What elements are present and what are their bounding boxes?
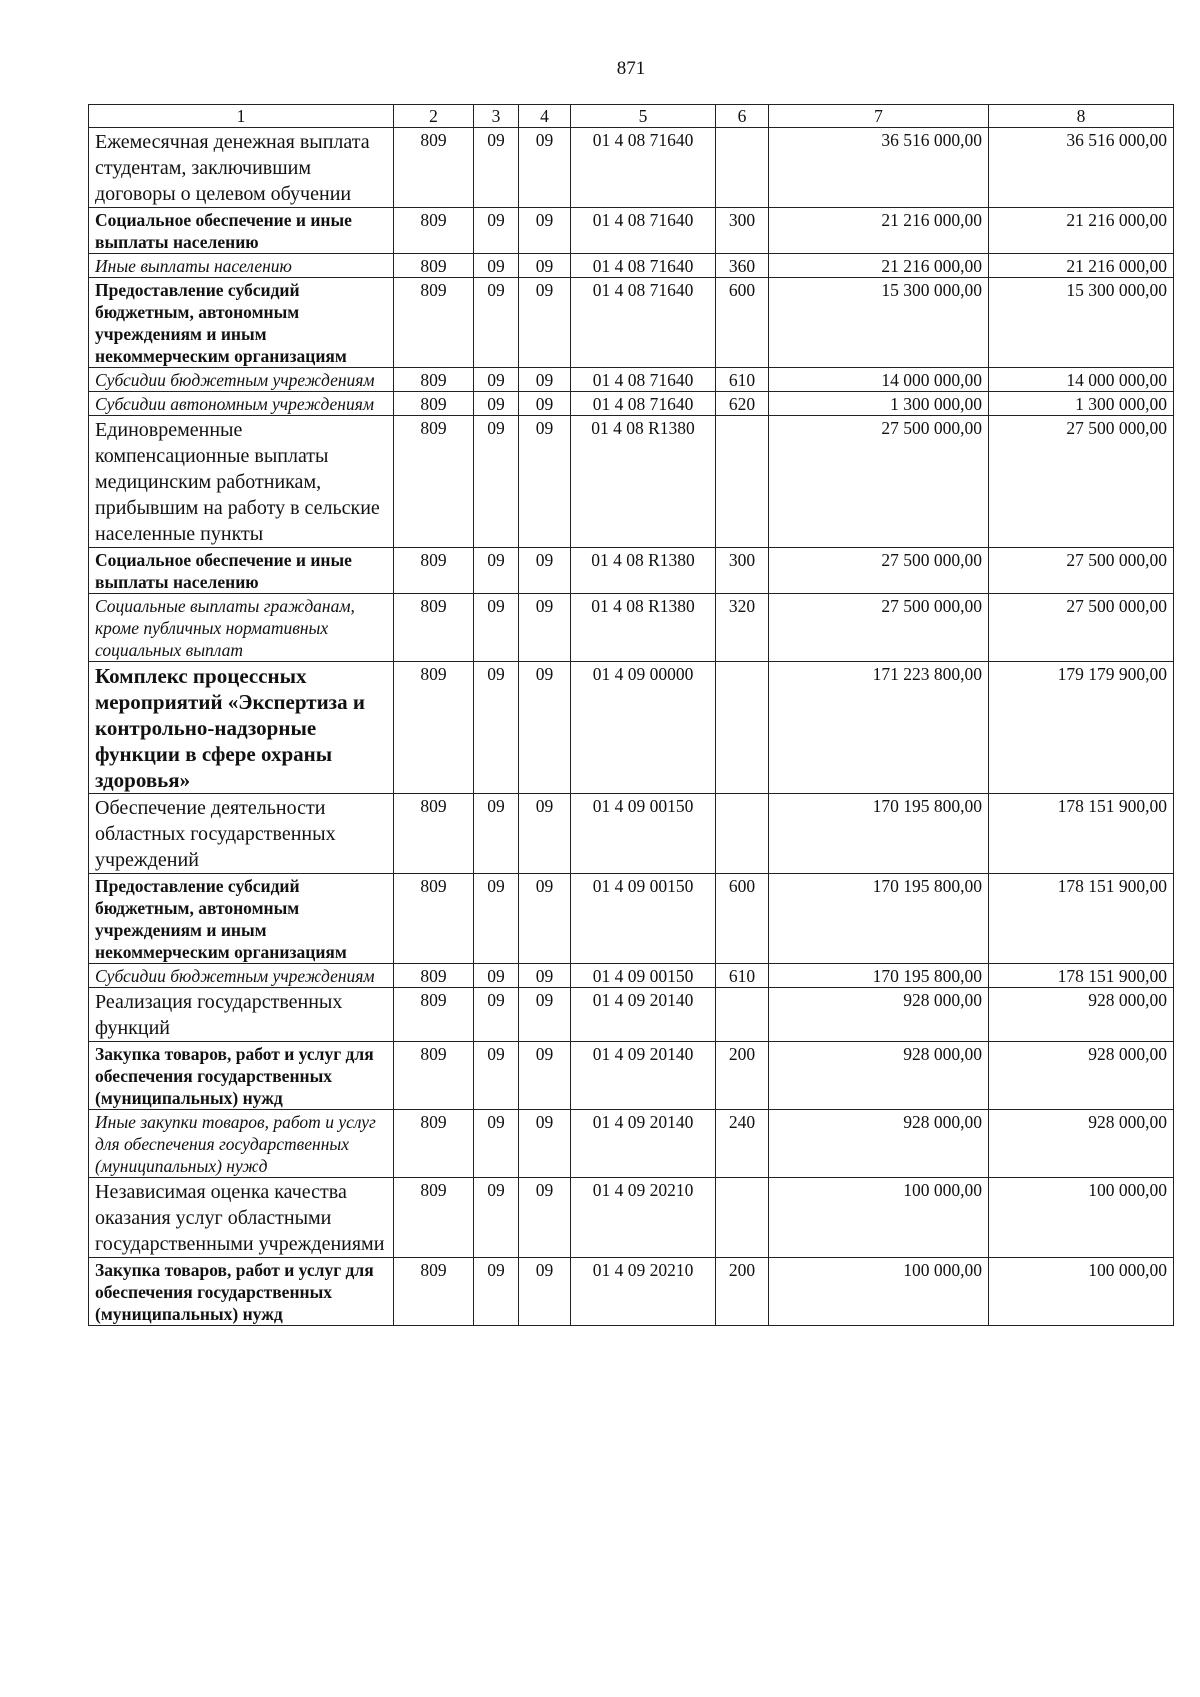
amount-year-1: 928 000,00 bbox=[769, 988, 989, 1042]
table-row bbox=[89, 278, 1174, 368]
amount-year-1: 100 000,00 bbox=[769, 1178, 989, 1258]
subsection-code: 09 bbox=[519, 548, 571, 594]
expense-type-code: 240 bbox=[716, 1110, 769, 1178]
table-header-row bbox=[89, 105, 1174, 128]
column-header: 7 bbox=[769, 105, 989, 128]
expense-name: Закупка товаров, работ и услуг для обеспечения государственных (муниципальных) нужд bbox=[89, 1258, 394, 1326]
ministry-code: 809 bbox=[394, 794, 474, 874]
table-row bbox=[89, 416, 1174, 548]
amount-year-1: 928 000,00 bbox=[769, 1042, 989, 1110]
ministry-code: 809 bbox=[394, 128, 474, 208]
table-row bbox=[89, 1258, 1174, 1326]
expense-name: Предоставление субсидий бюджетным, автономным учреждениям и иным некоммерческим организациям bbox=[89, 874, 394, 964]
ministry-code: 809 bbox=[394, 392, 474, 416]
ministry-code: 809 bbox=[394, 1258, 474, 1326]
amount-year-1: 170 195 800,00 bbox=[769, 874, 989, 964]
target-article-code: 01 4 08 R1380 bbox=[571, 594, 716, 662]
ministry-code: 809 bbox=[394, 964, 474, 988]
expense-name: Субсидии бюджетным учреждениям bbox=[89, 964, 394, 988]
expense-name: Иные закупки товаров, работ и услуг для обеспечения государственных (муниципальных) нужд bbox=[89, 1110, 394, 1178]
expense-type-code bbox=[716, 794, 769, 874]
subsection-code: 09 bbox=[519, 128, 571, 208]
section-code: 09 bbox=[474, 278, 519, 368]
amount-year-2: 100 000,00 bbox=[989, 1178, 1174, 1258]
amount-year-1: 928 000,00 bbox=[769, 1110, 989, 1178]
subsection-code: 09 bbox=[519, 392, 571, 416]
target-article-code: 01 4 09 20210 bbox=[571, 1258, 716, 1326]
subsection-code: 09 bbox=[519, 416, 571, 548]
section-code: 09 bbox=[474, 416, 519, 548]
expense-type-code bbox=[716, 1178, 769, 1258]
subsection-code: 09 bbox=[519, 874, 571, 964]
ministry-code: 809 bbox=[394, 874, 474, 964]
expense-name: Социальное обеспечение и иные выплаты населению bbox=[89, 208, 394, 254]
ministry-code: 809 bbox=[394, 1110, 474, 1178]
target-article-code: 01 4 09 20140 bbox=[571, 1042, 716, 1110]
amount-year-2: 21 216 000,00 bbox=[989, 208, 1174, 254]
table-row bbox=[89, 128, 1174, 208]
target-article-code: 01 4 09 20140 bbox=[571, 988, 716, 1042]
expense-name: Социальное обеспечение и иные выплаты населению bbox=[89, 548, 394, 594]
ministry-code: 809 bbox=[394, 1042, 474, 1110]
amount-year-2: 21 216 000,00 bbox=[989, 254, 1174, 278]
expense-type-code bbox=[716, 662, 769, 794]
table-row bbox=[89, 208, 1174, 254]
subsection-code: 09 bbox=[519, 208, 571, 254]
target-article-code: 01 4 09 20140 bbox=[571, 1110, 716, 1178]
amount-year-1: 27 500 000,00 bbox=[769, 548, 989, 594]
expense-type-code: 600 bbox=[716, 278, 769, 368]
table-row bbox=[89, 594, 1174, 662]
ministry-code: 809 bbox=[394, 548, 474, 594]
expense-name: Ежемесячная денежная выплата студентам, заключившим договоры о целевом обучении bbox=[89, 128, 394, 208]
amount-year-2: 27 500 000,00 bbox=[989, 548, 1174, 594]
subsection-code: 09 bbox=[519, 988, 571, 1042]
expense-name: Закупка товаров, работ и услуг для обеспечения государственных (муниципальных) нужд bbox=[89, 1042, 394, 1110]
section-code: 09 bbox=[474, 1042, 519, 1110]
amount-year-2: 27 500 000,00 bbox=[989, 594, 1174, 662]
ministry-code: 809 bbox=[394, 662, 474, 794]
target-article-code: 01 4 08 71640 bbox=[571, 128, 716, 208]
target-article-code: 01 4 08 R1380 bbox=[571, 416, 716, 548]
amount-year-1: 27 500 000,00 bbox=[769, 594, 989, 662]
subsection-code: 09 bbox=[519, 794, 571, 874]
table-row bbox=[89, 1042, 1174, 1110]
column-header: 5 bbox=[571, 105, 716, 128]
ministry-code: 809 bbox=[394, 208, 474, 254]
expense-type-code: 620 bbox=[716, 392, 769, 416]
target-article-code: 01 4 09 00150 bbox=[571, 794, 716, 874]
table-row bbox=[89, 1110, 1174, 1178]
amount-year-1: 170 195 800,00 bbox=[769, 794, 989, 874]
amount-year-2: 178 151 900,00 bbox=[989, 964, 1174, 988]
section-code: 09 bbox=[474, 392, 519, 416]
expense-type-code: 200 bbox=[716, 1258, 769, 1326]
ministry-code: 809 bbox=[394, 416, 474, 548]
ministry-code: 809 bbox=[394, 278, 474, 368]
amount-year-2: 928 000,00 bbox=[989, 1110, 1174, 1178]
page-number: 871 bbox=[616, 58, 646, 79]
amount-year-1: 27 500 000,00 bbox=[769, 416, 989, 548]
section-code: 09 bbox=[474, 208, 519, 254]
table-row bbox=[89, 368, 1174, 392]
amount-year-1: 171 223 800,00 bbox=[769, 662, 989, 794]
subsection-code: 09 bbox=[519, 594, 571, 662]
section-code: 09 bbox=[474, 594, 519, 662]
expense-name: Комплекс процессных мероприятий «Экспертиза и контрольно-надзорные функции в сфере охраны здоровья» bbox=[89, 662, 394, 794]
expense-type-code: 610 bbox=[716, 368, 769, 392]
subsection-code: 09 bbox=[519, 1042, 571, 1110]
expense-type-code: 300 bbox=[716, 548, 769, 594]
section-code: 09 bbox=[474, 254, 519, 278]
amount-year-2: 178 151 900,00 bbox=[989, 874, 1174, 964]
target-article-code: 01 4 08 71640 bbox=[571, 368, 716, 392]
table-row bbox=[89, 392, 1174, 416]
section-code: 09 bbox=[474, 1110, 519, 1178]
amount-year-2: 36 516 000,00 bbox=[989, 128, 1174, 208]
expense-type-code: 320 bbox=[716, 594, 769, 662]
amount-year-2: 928 000,00 bbox=[989, 1042, 1174, 1110]
expense-type-code: 200 bbox=[716, 1042, 769, 1110]
ministry-code: 809 bbox=[394, 594, 474, 662]
subsection-code: 09 bbox=[519, 278, 571, 368]
table-row bbox=[89, 874, 1174, 964]
section-code: 09 bbox=[474, 662, 519, 794]
table-row bbox=[89, 548, 1174, 594]
target-article-code: 01 4 08 71640 bbox=[571, 392, 716, 416]
amount-year-1: 100 000,00 bbox=[769, 1258, 989, 1326]
expense-name: Единовременные компенсационные выплаты медицинским работникам, прибывшим на работу в сельские населенные пункты bbox=[89, 416, 394, 548]
target-article-code: 01 4 08 R1380 bbox=[571, 548, 716, 594]
expense-type-code: 360 bbox=[716, 254, 769, 278]
ministry-code: 809 bbox=[394, 1178, 474, 1258]
target-article-code: 01 4 08 71640 bbox=[571, 278, 716, 368]
column-header: 6 bbox=[716, 105, 769, 128]
column-header: 3 bbox=[474, 105, 519, 128]
amount-year-1: 21 216 000,00 bbox=[769, 208, 989, 254]
table-row bbox=[89, 988, 1174, 1042]
amount-year-1: 15 300 000,00 bbox=[769, 278, 989, 368]
section-code: 09 bbox=[474, 988, 519, 1042]
expense-name: Обеспечение деятельности областных государственных учреждений bbox=[89, 794, 394, 874]
subsection-code: 09 bbox=[519, 1258, 571, 1326]
amount-year-1: 21 216 000,00 bbox=[769, 254, 989, 278]
section-code: 09 bbox=[474, 548, 519, 594]
expense-name: Социальные выплаты гражданам, кроме публичных нормативных социальных выплат bbox=[89, 594, 394, 662]
expense-type-code bbox=[716, 988, 769, 1042]
table-row bbox=[89, 794, 1174, 874]
section-code: 09 bbox=[474, 964, 519, 988]
target-article-code: 01 4 09 00150 bbox=[571, 874, 716, 964]
amount-year-2: 928 000,00 bbox=[989, 988, 1174, 1042]
section-code: 09 bbox=[474, 128, 519, 208]
column-header: 8 bbox=[989, 105, 1174, 128]
section-code: 09 bbox=[474, 1178, 519, 1258]
amount-year-2: 100 000,00 bbox=[989, 1258, 1174, 1326]
expense-name: Иные выплаты населению bbox=[89, 254, 394, 278]
section-code: 09 bbox=[474, 368, 519, 392]
expense-name: Субсидии бюджетным учреждениям bbox=[89, 368, 394, 392]
amount-year-1: 36 516 000,00 bbox=[769, 128, 989, 208]
table-row bbox=[89, 1178, 1174, 1258]
subsection-code: 09 bbox=[519, 1110, 571, 1178]
target-article-code: 01 4 08 71640 bbox=[571, 254, 716, 278]
expense-type-code bbox=[716, 128, 769, 208]
expense-type-code: 610 bbox=[716, 964, 769, 988]
ministry-code: 809 bbox=[394, 254, 474, 278]
expense-name: Реализация государственных функций bbox=[89, 988, 394, 1042]
expense-name: Субсидии автономным учреждениям bbox=[89, 392, 394, 416]
target-article-code: 01 4 09 20210 bbox=[571, 1178, 716, 1258]
section-code: 09 bbox=[474, 794, 519, 874]
section-code: 09 bbox=[474, 1258, 519, 1326]
subsection-code: 09 bbox=[519, 254, 571, 278]
subsection-code: 09 bbox=[519, 662, 571, 794]
amount-year-2: 179 179 900,00 bbox=[989, 662, 1174, 794]
subsection-code: 09 bbox=[519, 964, 571, 988]
amount-year-2: 1 300 000,00 bbox=[989, 392, 1174, 416]
column-header: 2 bbox=[394, 105, 474, 128]
table-row bbox=[89, 254, 1174, 278]
expense-name: Независимая оценка качества оказания услуг областными государственными учреждениями bbox=[89, 1178, 394, 1258]
table-row bbox=[89, 964, 1174, 988]
column-header: 1 bbox=[89, 105, 394, 128]
budget-table bbox=[88, 104, 1174, 1326]
ministry-code: 809 bbox=[394, 368, 474, 392]
amount-year-1: 170 195 800,00 bbox=[769, 964, 989, 988]
amount-year-2: 15 300 000,00 bbox=[989, 278, 1174, 368]
amount-year-2: 27 500 000,00 bbox=[989, 416, 1174, 548]
section-code: 09 bbox=[474, 874, 519, 964]
subsection-code: 09 bbox=[519, 1178, 571, 1258]
table-row bbox=[89, 662, 1174, 794]
ministry-code: 809 bbox=[394, 988, 474, 1042]
amount-year-1: 14 000 000,00 bbox=[769, 368, 989, 392]
subsection-code: 09 bbox=[519, 368, 571, 392]
target-article-code: 01 4 09 00150 bbox=[571, 964, 716, 988]
expense-type-code bbox=[716, 416, 769, 548]
target-article-code: 01 4 08 71640 bbox=[571, 208, 716, 254]
expense-type-code: 600 bbox=[716, 874, 769, 964]
amount-year-2: 14 000 000,00 bbox=[989, 368, 1174, 392]
amount-year-2: 178 151 900,00 bbox=[989, 794, 1174, 874]
amount-year-1: 1 300 000,00 bbox=[769, 392, 989, 416]
expense-type-code: 300 bbox=[716, 208, 769, 254]
expense-name: Предоставление субсидий бюджетным, автономным учреждениям и иным некоммерческим организациям bbox=[89, 278, 394, 368]
target-article-code: 01 4 09 00000 bbox=[571, 662, 716, 794]
column-header: 4 bbox=[519, 105, 571, 128]
